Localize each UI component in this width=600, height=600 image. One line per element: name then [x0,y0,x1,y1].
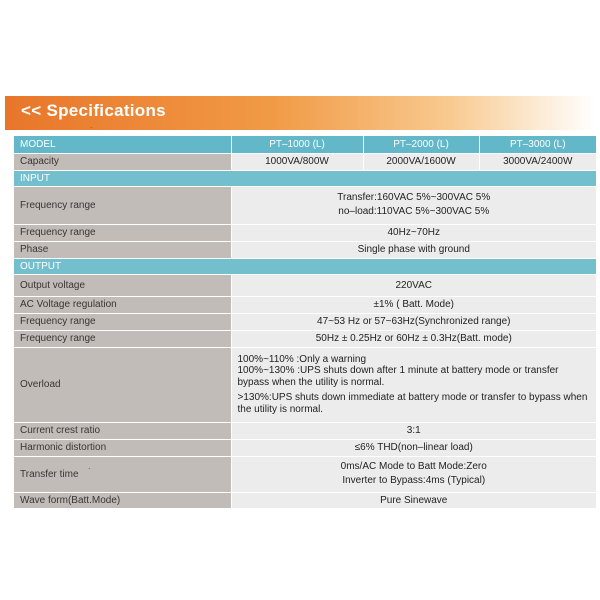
capacity-pt1000: 1000VA/800W [231,153,363,170]
capacity-row [14,153,596,170]
harmonic-distortion-row [14,439,596,456]
transfer-inverter-to-bypass: Inverter to Bypass:4ms (Typical) [342,475,486,486]
crest-ratio-row [14,422,596,439]
banner-title: << Specifications [21,101,166,120]
overload-label: Overload [14,347,231,422]
transfer-time-value [231,456,596,492]
input-section-title: INPUT [14,170,596,186]
model-pt1000: PT–1000 (L) [231,136,363,153]
output-section-title: OUTPUT [14,258,596,274]
output-frequency-range-value-2: 50Hz ± 0.25Hz or 60Hz ± 0.3Hz(Batt. mode) [231,330,596,347]
output-section-row [14,258,596,274]
specifications-table [14,136,596,509]
transfer-time-label: Transfer time [14,456,231,492]
specifications-banner [5,96,595,130]
no-load-range-text: no–load:110VAC 5%~300VAC 5% [338,206,490,217]
output-frequency-range-row-2 [14,330,596,347]
capacity-label: Capacity [14,153,231,170]
transfer-time-row [14,456,596,492]
wave-form-label: Wave form(Batt.Mode) [14,492,231,508]
capacity-pt2000: 2000VA/1600W [363,153,479,170]
stray-mark-transfer: . [88,461,91,472]
output-frequency-range-value-1: 47~53 Hz or 57~63Hz(Synchronized range) [231,313,596,330]
overload-line-over-130: >130%:UPS shuts down immediate at battery mode or transfer to bypass when the utility is normal. [237,392,588,415]
output-frequency-range-label-2: Frequency range [14,330,231,347]
output-voltage-row [14,274,596,296]
output-voltage-value: 220VAC [231,274,596,296]
transfer-ac-to-batt: 0ms/AC Mode to Batt Mode:Zero [340,461,487,472]
overload-row [14,347,596,422]
input-frequency-range-label-1: Frequency range [14,186,231,224]
voltage-regulation-row [14,296,596,313]
input-frequency-range-value-1 [231,186,596,224]
capacity-pt3000: 3000VA/2400W [479,153,596,170]
phase-value: Single phase with ground [231,241,596,258]
header-row [14,136,596,153]
wave-form-row [14,492,596,508]
input-section-row [14,170,596,186]
voltage-regulation-value: ±1% ( Batt. Mode) [231,296,596,313]
output-frequency-range-label-1: Frequency range [14,313,231,330]
harmonic-distortion-value: ≤6% THD(non–linear load) [231,439,596,456]
overload-description [231,347,596,422]
voltage-regulation-label: AC Voltage regulation [14,296,231,313]
model-header: MODEL [14,136,231,153]
input-frequency-range-row-1 [14,186,596,224]
wave-form-value: Pure Sinewave [231,492,596,508]
stray-mark-banner: . [90,120,93,130]
model-pt2000: PT–2000 (L) [363,136,479,153]
crest-ratio-label: Current crest ratio [14,422,231,439]
output-voltage-label: Output voltage [14,274,231,296]
input-frequency-range-label-2: Frequency range [14,224,231,241]
overload-line-130: 100%~130% :UPS shuts down after 1 minute at battery mode or transfer bypass when the utility is normal. [237,365,559,388]
input-frequency-range-value-2: 40Hz~70Hz [231,224,596,241]
input-frequency-range-row-2 [14,224,596,241]
model-pt3000: PT–3000 (L) [479,136,596,153]
overload-line-warning: 100%~110% :Only a warning [237,353,367,365]
crest-ratio-value: 3:1 [231,422,596,439]
output-frequency-range-row-1 [14,313,596,330]
transfer-range-text: Transfer:160VAC 5%~300VAC 5% [337,192,491,203]
phase-row [14,241,596,258]
harmonic-distortion-label: Harmonic distortion [14,439,231,456]
phase-label: Phase [14,241,231,258]
